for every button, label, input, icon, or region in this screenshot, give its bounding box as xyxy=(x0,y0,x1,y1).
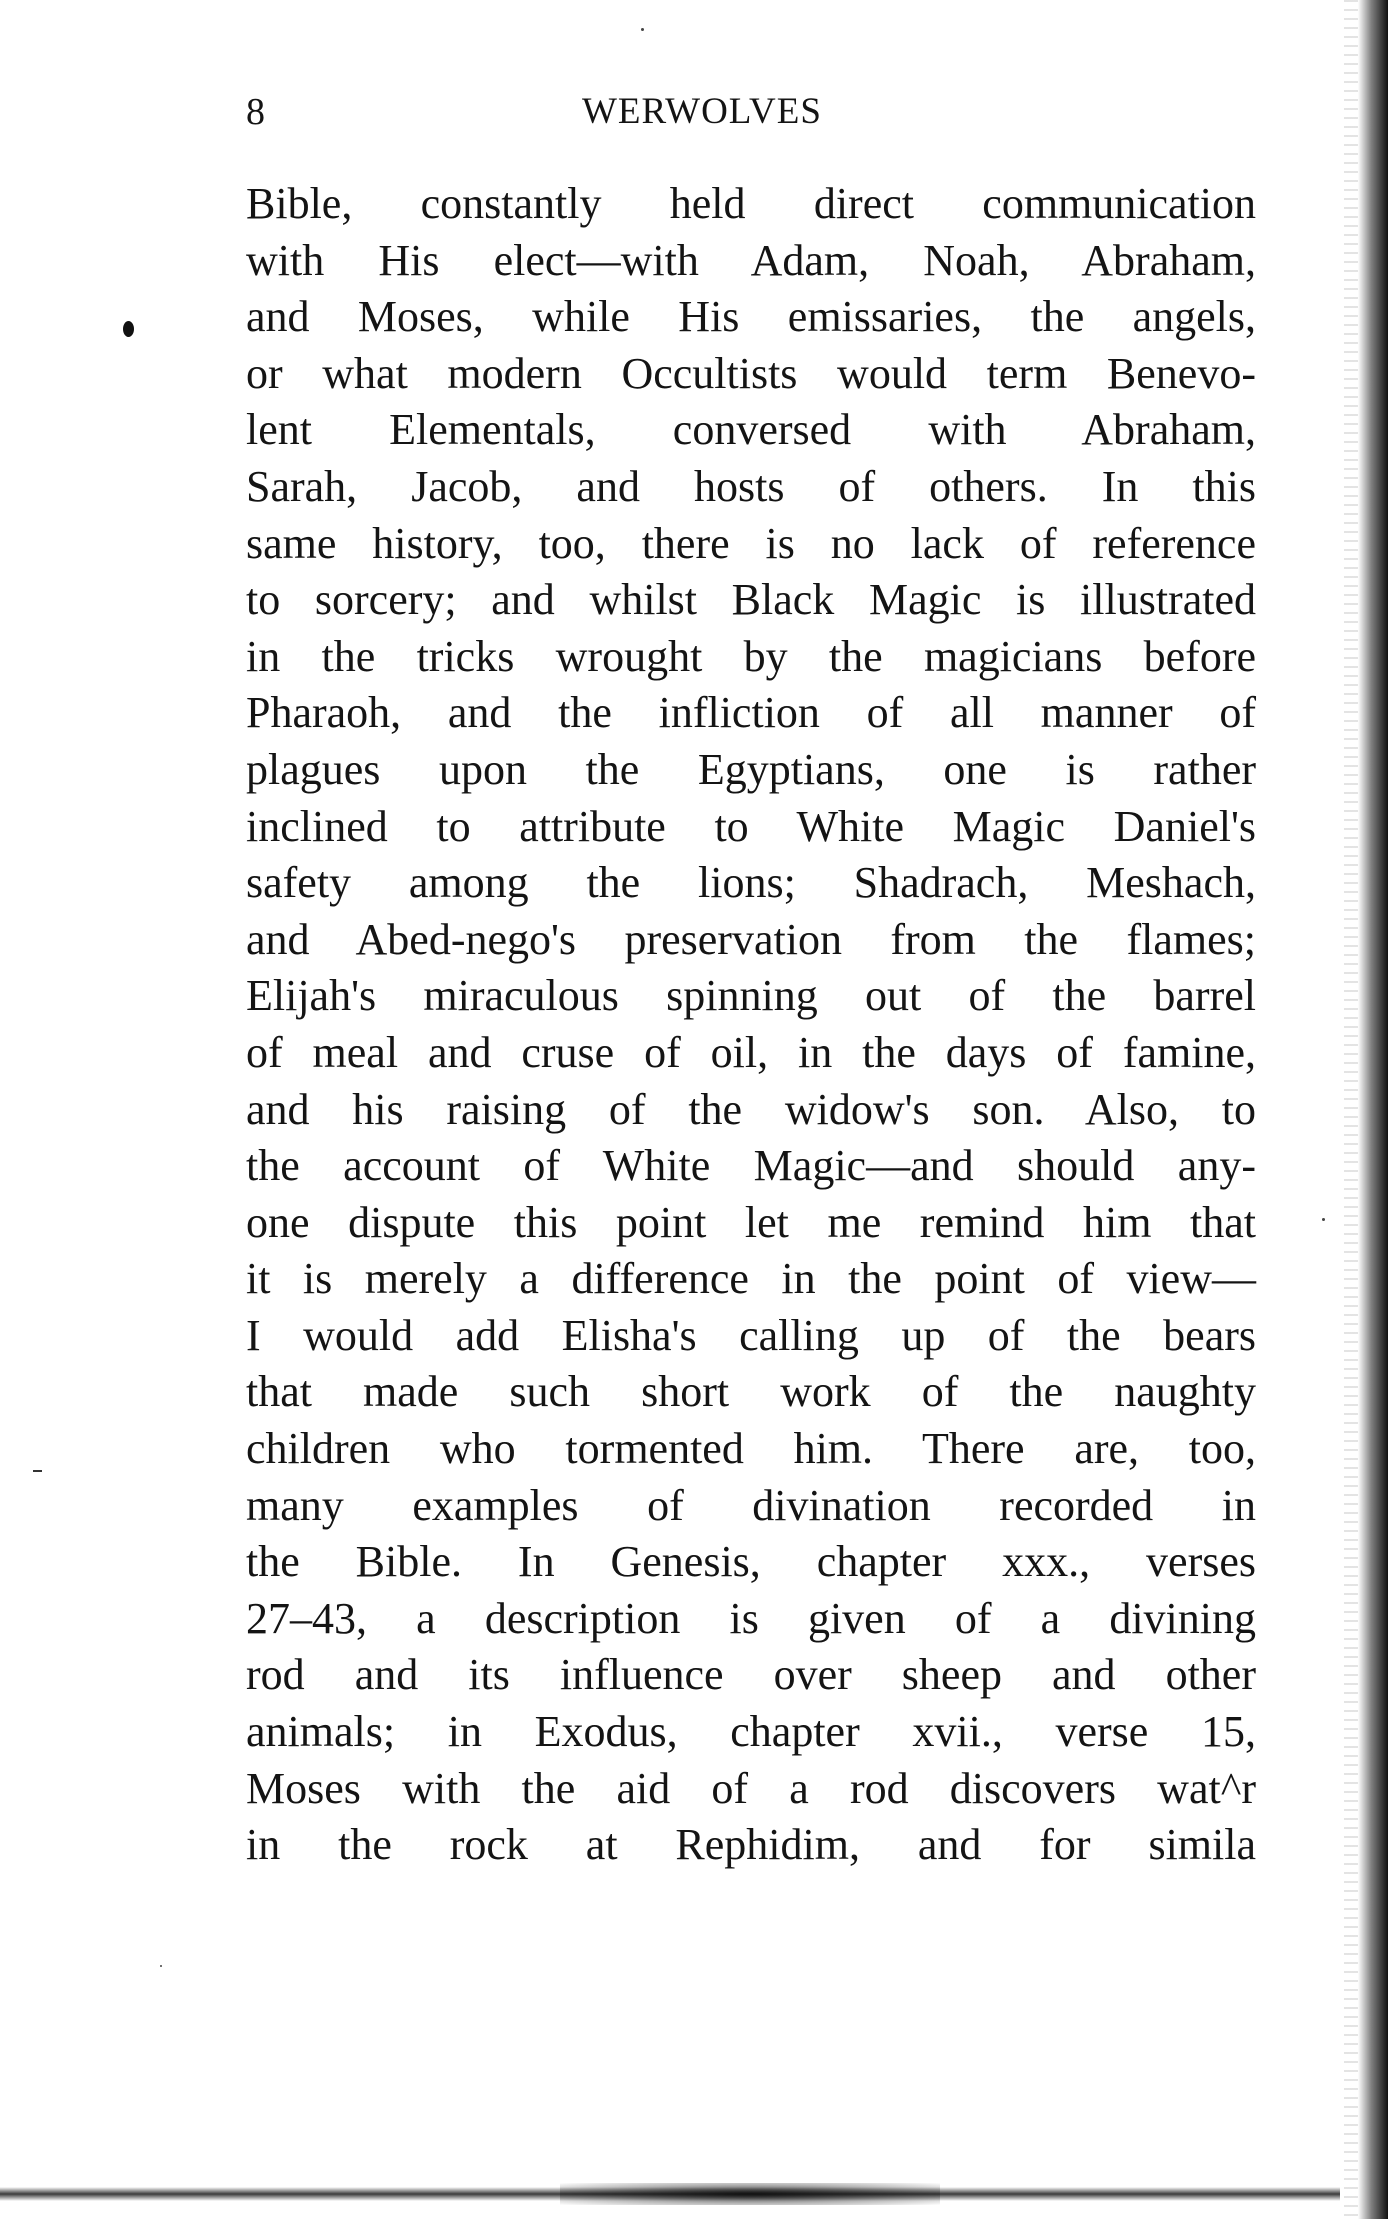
margin-ink-mark xyxy=(33,1470,42,1472)
page-header xyxy=(0,82,1388,142)
ink-speck xyxy=(1322,1218,1325,1221)
running-head-title: WERWOLVES xyxy=(582,91,822,132)
margin-ink-dot xyxy=(123,321,134,337)
body-paragraph xyxy=(246,176,1256,1874)
text-line: many examples of divination recorded in xyxy=(246,1480,1256,1530)
text-line: Bible, constantly held direct communication xyxy=(246,179,1256,228)
text-line: Sarah, Jacob, and hosts of others. In this xyxy=(246,461,1256,511)
text-line: and his raising of the widow's son. Also, to xyxy=(246,1084,1256,1134)
text-line: I would add Elisha's calling up of the bears xyxy=(246,1310,1256,1360)
text-line: plagues upon the Egyptians, one is rather xyxy=(246,744,1256,794)
text-line: and Abed-nego's preservation from the flames; xyxy=(246,914,1256,964)
text-line: the Bible. In Genesis, chapter xxx., verses xyxy=(246,1537,1256,1587)
text-line: the account of White Magic—and should any- xyxy=(246,1141,1256,1191)
text-line: 27–43, a description is given of a divining xyxy=(246,1593,1256,1643)
text-line: to sorcery; and whilst Black Magic is illustrated xyxy=(246,575,1256,625)
text-line: rod and its influence over sheep and other xyxy=(246,1650,1256,1700)
text-line: in the tricks wrought by the magicians before xyxy=(246,631,1256,681)
text-line: inclined to attribute to White Magic Daniel's xyxy=(246,801,1256,851)
text-line: same history, too, there is no lack of reference xyxy=(246,518,1256,568)
text-line: one dispute this point let me remind him that xyxy=(246,1197,1256,1247)
text-line: lent Elementals, conversed with Abraham, xyxy=(246,405,1256,455)
text-line: and Moses, while His emissaries, the angels, xyxy=(246,292,1256,342)
text-line: animals; in Exodus, chapter xvii., verse 15, xyxy=(246,1707,1256,1757)
text-line: Moses with the aid of a rod discovers wat^r xyxy=(246,1763,1256,1813)
text-line: Elijah's miraculous spinning out of the barrel xyxy=(246,971,1256,1021)
text-line: in the rock at Rephidim, and for simila xyxy=(246,1820,1256,1870)
text-line: or what modern Occultists would term Benevo- xyxy=(246,348,1256,398)
text-line: that made such short work of the naughty xyxy=(246,1367,1256,1417)
page-number: 8 xyxy=(246,91,265,133)
ink-speck xyxy=(641,28,644,31)
ink-speck xyxy=(160,1965,162,1967)
binding-edge-shadow xyxy=(1358,0,1388,2219)
text-line: children who tormented him. There are, too, xyxy=(246,1424,1256,1474)
text-line: safety among the lions; Shadrach, Meshach, xyxy=(246,858,1256,908)
text-line: Pharaoh, and the infliction of all manner of xyxy=(246,688,1256,738)
text-line: with His elect—with Adam, Noah, Abraham, xyxy=(246,235,1256,285)
text-line: of meal and cruse of oil, in the days of famine, xyxy=(246,1027,1256,1077)
bottom-edge-smudge xyxy=(560,2183,940,2205)
text-line: it is merely a difference in the point of view— xyxy=(246,1254,1256,1304)
binding-edge-texture xyxy=(1344,0,1358,2219)
